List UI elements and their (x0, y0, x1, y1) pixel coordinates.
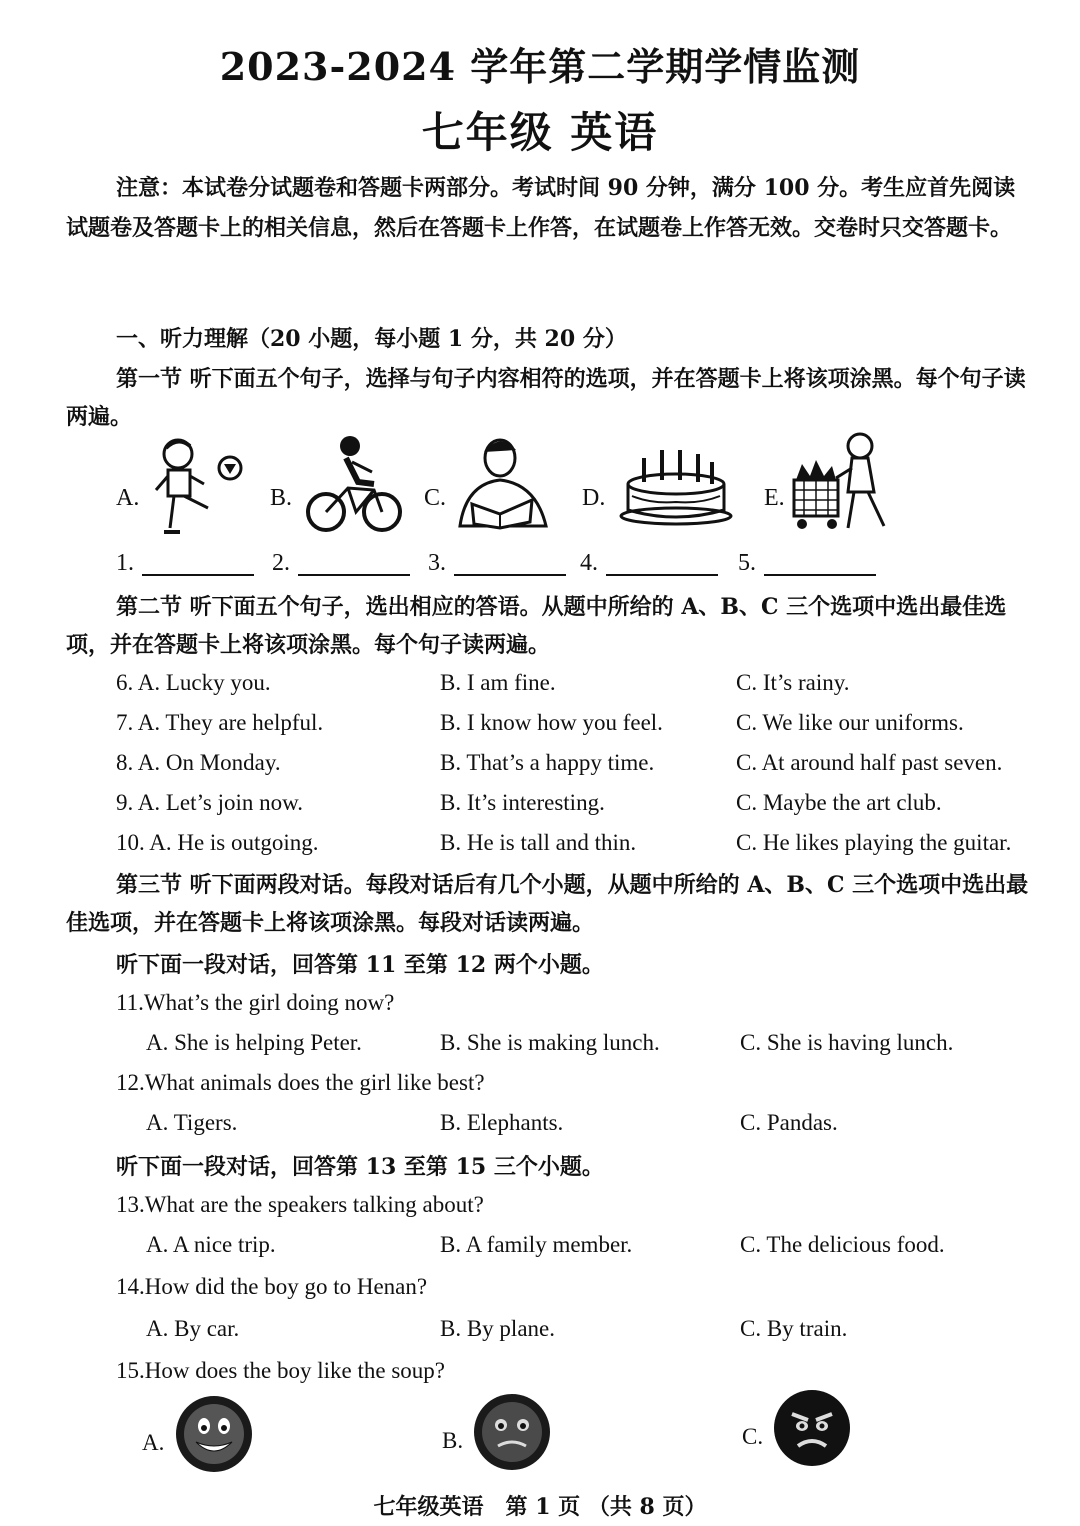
q10-option-c[interactable]: C. He likes playing the guitar. (736, 830, 1012, 855)
picture-label-a: A. (116, 485, 140, 511)
q13-option-c[interactable]: C. The delicious food. (740, 1232, 945, 1257)
happy-face-icon[interactable] (174, 1394, 254, 1474)
part3-instructions: 第三节 听下面两段对话。每段对话后有几个小题，从题中所给的 A、B、C 三个选项中选出最佳选项，并在答题卡上将该项涂黑。每段对话读两遍。 (66, 872, 1029, 936)
neutral-face-icon[interactable] (472, 1392, 552, 1472)
q12-option-b[interactable]: B. Elephants. (440, 1110, 564, 1135)
q8-option-b[interactable]: B. That’s a happy time. (440, 750, 655, 775)
girl-riding-bike-picture (304, 432, 404, 536)
man-reading-book-picture (452, 434, 552, 532)
q12-question: 12.What animals does the girl like best? (116, 1070, 485, 1095)
angry-face-icon[interactable] (772, 1388, 852, 1468)
section1-heading: 一、听力理解（20 小题，每小题 1 分，共 20 分） (116, 326, 627, 352)
q7-option-c[interactable]: C. We like our uniforms. (736, 710, 964, 735)
q7-option-b[interactable]: B. I know how you feel. (440, 710, 663, 735)
q9-option-c[interactable]: C. Maybe the art club. (736, 790, 942, 815)
q13-option-b[interactable]: B. A family member. (440, 1232, 633, 1257)
blank-4-line[interactable] (606, 574, 718, 576)
blank-4-number: 4. (580, 550, 598, 576)
q12-option-a[interactable]: A. Tigers. (146, 1110, 238, 1135)
page-footer: 七年级英语 第 1 页 （共 8 页） (373, 1494, 707, 1520)
blank-3-number: 3. (428, 550, 446, 576)
q14-option-b[interactable]: B. By plane. (440, 1316, 555, 1341)
picture-label-c: C. (424, 485, 447, 511)
q13-option-a[interactable]: A. A nice trip. (146, 1232, 276, 1257)
dialog1-intro: 听下面一段对话，回答第 11 至第 12 两个小题。 (116, 952, 604, 978)
q6-option-b[interactable]: B. I am fine. (440, 670, 556, 695)
q14-option-a[interactable]: A. By car. (146, 1316, 240, 1341)
q10-option-b[interactable]: B. He is tall and thin. (440, 830, 637, 855)
q9-option-a[interactable]: 9. A. Let’s join now. (116, 790, 303, 815)
q15-option-c-label[interactable]: C. (742, 1424, 764, 1449)
q7-option-a[interactable]: 7. A. They are helpful. (116, 710, 324, 735)
q10-option-a[interactable]: 10. A. He is outgoing. (116, 830, 319, 855)
blank-1-line[interactable] (142, 574, 254, 576)
q8-option-c[interactable]: C. At around half past seven. (736, 750, 1003, 775)
blank-5-line[interactable] (764, 574, 876, 576)
q15-question: 15.How does the boy like the soup? (116, 1358, 445, 1383)
picture-label-e: E. (764, 485, 785, 511)
exam-title: 2023-2024 学年第二学期学情监测 (219, 44, 861, 89)
q15-option-b-label[interactable]: B. (442, 1428, 464, 1453)
blank-1-number: 1. (116, 550, 134, 576)
notice-text: 注意：本试卷分试题卷和答题卡两部分。考试时间 90 分钟，满分 100 分。考生应首先阅读试题卷及答题卡上的相关信息，然后在答题卡上作答，在试题卷上作答无效。交卷时只交答题卡。 (66, 175, 1016, 241)
q13-question: 13.What are the speakers talking about? (116, 1192, 484, 1217)
exam-subtitle: 七年级 英语 (421, 108, 659, 157)
q11-option-b[interactable]: B. She is making lunch. (440, 1030, 660, 1055)
blank-3-line[interactable] (454, 574, 566, 576)
dialog2-intro: 听下面一段对话，回答第 13 至第 15 三个小题。 (116, 1154, 604, 1180)
picture-label-b: B. (270, 485, 293, 511)
boy-playing-soccer-picture (150, 432, 250, 540)
blank-5-number: 5. (738, 550, 756, 576)
part1-instructions: 第一节 听下面五个句子，选择与句子内容相符的选项，并在答题卡上将该项涂黑。每个句子读两遍。 (66, 366, 1026, 430)
girl-shopping-cart-picture (790, 430, 894, 534)
q11-option-c[interactable]: C. She is having lunch. (740, 1030, 954, 1055)
blank-2-line[interactable] (298, 574, 410, 576)
picture-label-d: D. (582, 485, 606, 511)
q11-question: 11.What’s the girl doing now? (116, 990, 395, 1015)
q14-option-c[interactable]: C. By train. (740, 1316, 848, 1341)
q6-option-a[interactable]: 6. A. Lucky you. (116, 670, 271, 695)
birthday-cake-picture (618, 440, 734, 526)
q15-option-a-label[interactable]: A. (142, 1430, 165, 1455)
blank-2-number: 2. (272, 550, 290, 576)
q14-question: 14.How did the boy go to Henan? (116, 1274, 428, 1299)
q9-option-b[interactable]: B. It’s interesting. (440, 790, 605, 815)
q12-option-c[interactable]: C. Pandas. (740, 1110, 838, 1135)
q11-option-a[interactable]: A. She is helping Peter. (146, 1030, 362, 1055)
q6-option-c[interactable]: C. It’s rainy. (736, 670, 850, 695)
part2-instructions: 第二节 听下面五个句子，选出相应的答语。从题中所给的 A、B、C 三个选项中选出最佳选项，并在答题卡上将该项涂黑。每个句子读两遍。 (66, 594, 1007, 658)
q8-option-a[interactable]: 8. A. On Monday. (116, 750, 281, 775)
